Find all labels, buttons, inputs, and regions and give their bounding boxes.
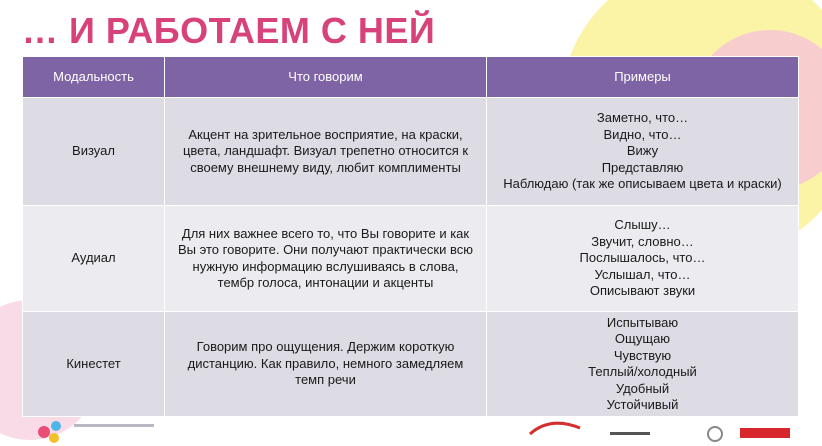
example-line: Заметно, что… <box>596 110 689 126</box>
what-we-say-cell: Говорим про ощущения. Держим короткую дистанцию. Как правило, немного замедляем темп речи <box>165 312 487 417</box>
example-line: Чувствую <box>613 347 672 363</box>
what-we-say-cell: Акцент на зрительное восприятие, на краски, цвета, ландшафт. Визуал трепетно относится к своему внешнему виду, любит комплименты <box>165 98 487 206</box>
header-what-we-say: Что говорим <box>165 57 487 98</box>
what-we-say-cell: Для них важнее всего то, что Вы говорите и как Вы это говорите. Они получают практически всю нужную информацию вслушиваясь в слова, тембр голоса, интонации и акценты <box>165 206 487 312</box>
table-row <box>23 98 799 206</box>
table-row <box>23 206 799 312</box>
modality-cell: Визуал <box>23 98 165 206</box>
partner-logo-middle <box>520 414 670 444</box>
example-line: Описывают звуки <box>589 283 696 299</box>
partner-logo-left <box>34 414 164 444</box>
table-row <box>23 312 799 417</box>
example-line: Вижу <box>626 143 659 159</box>
example-line: Теплый/холодный <box>588 364 697 379</box>
example-line: Представляю <box>601 159 684 175</box>
modality-cell: Аудиал <box>23 206 165 312</box>
example-line: Испытываю <box>606 314 679 330</box>
table-header-row <box>23 57 799 98</box>
examples-cell <box>487 312 799 417</box>
header-modality: Модальность <box>23 57 165 98</box>
examples-cell <box>487 206 799 312</box>
modality-table <box>22 56 799 417</box>
example-line: Устойчивый <box>606 397 679 412</box>
example-line: Услышал, что… <box>594 266 691 282</box>
example-line: Видно, что… <box>603 126 682 142</box>
header-examples: Примеры <box>487 57 799 98</box>
example-line: Ощущаю <box>614 331 671 346</box>
slide-title: … И РАБОТАЕМ С НЕЙ <box>22 10 436 51</box>
example-line: Слышу… <box>614 217 671 233</box>
partner-logo-right <box>700 414 800 444</box>
example-line: Наблюдаю (так же описываем цвета и краски) <box>503 176 782 192</box>
example-line: Послышалось, что… <box>579 250 706 266</box>
examples-cell <box>487 98 799 206</box>
modality-cell: Кинестет <box>23 312 165 417</box>
example-line: Звучит, словно… <box>591 233 694 249</box>
example-line: Удобный <box>615 380 670 396</box>
